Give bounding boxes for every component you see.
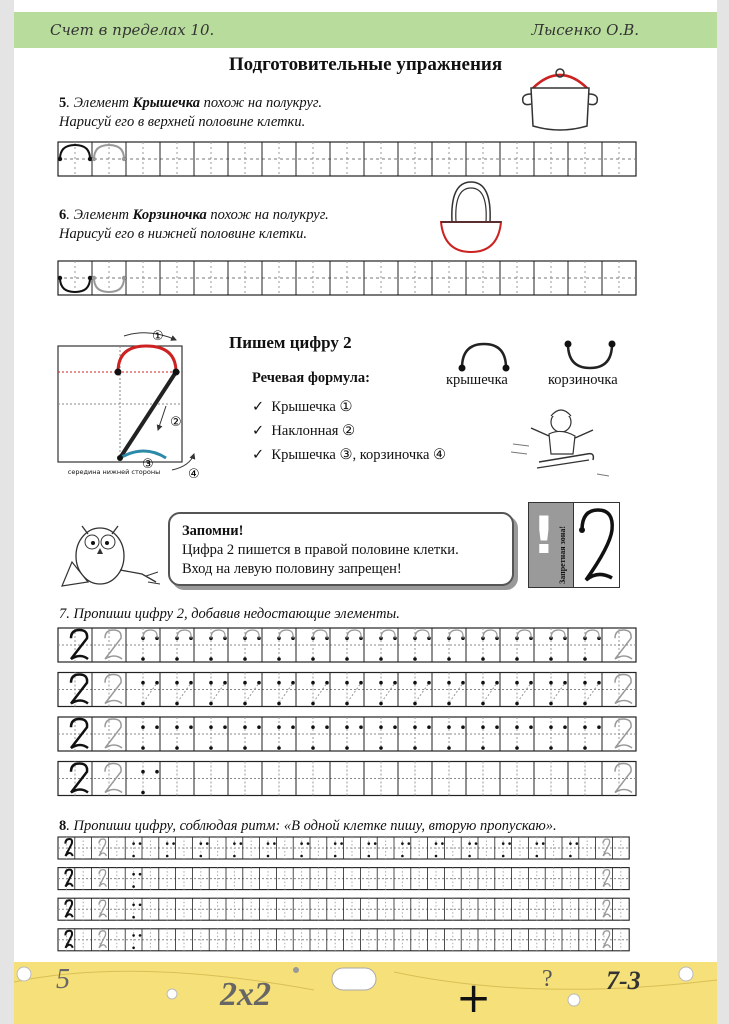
exercise-5-text-a: . Элемент <box>66 95 133 111</box>
digit-2-writing-diagram <box>54 326 204 486</box>
exercise-5-number: 5 <box>59 95 67 111</box>
basket-label: корзиночка <box>548 372 618 388</box>
decorative-footer <box>14 962 717 1024</box>
exercise-6-line2: Нарисуй его в нижней половине клетки. <box>59 226 308 242</box>
basket-illustration <box>438 180 504 256</box>
exercise-5-text-b: похож на полукруг. <box>199 95 323 111</box>
check-icon: ✓ <box>252 423 265 439</box>
exercise-5-text <box>59 94 322 132</box>
digit-section-title: Пишем цифру 2 <box>229 333 352 352</box>
footer-multiplication: 2x2 <box>220 976 271 1013</box>
mark-3: ③ <box>142 457 154 472</box>
remember-line-1: Цифра 2 пишется в правой половине клетки. <box>182 542 459 558</box>
exercise-5-bold: Крышечка <box>132 95 200 111</box>
exercise-6-text-a: . Элемент <box>66 207 133 223</box>
footer-question: ? <box>542 966 553 992</box>
forbidden-zone-label: Запретная зона! <box>558 525 567 584</box>
exercise-8-text <box>59 817 557 836</box>
exercise-5-line2: Нарисуй его в верхней половине клетки. <box>59 114 306 130</box>
owl-illustration <box>58 512 163 592</box>
mark-1: ① <box>152 329 164 344</box>
formula-step-3: Крышечка ③, корзиночка ④ <box>271 447 447 463</box>
formula-step-2: Наклонная ② <box>271 423 356 439</box>
cap-element-icon <box>454 338 514 374</box>
header-right: Лысенко О.В. <box>531 21 639 39</box>
formula-title: Речевая формула: <box>252 370 371 386</box>
exercise-6-number: 6 <box>59 207 67 223</box>
exercise-8-label: . Пропиши цифру, соблюдая ритм: «В одной клетке пишу, вторую пропускаю». <box>66 818 557 834</box>
formula-steps <box>252 395 446 467</box>
footer-subtraction: 7-3 <box>606 966 641 995</box>
plus-icon: + <box>456 973 492 1022</box>
exercise-5-grid <box>57 141 637 177</box>
exercise-6-text <box>59 206 329 244</box>
formula-step <box>252 419 446 443</box>
exercise-7-label: 7. Пропиши цифру 2, добавив недостающие элементы. <box>59 606 400 622</box>
formula-step <box>252 395 446 419</box>
exercise-6-text-b: похож на полукруг. <box>206 207 329 223</box>
exercise-7-grid <box>57 627 637 799</box>
mark-2: ② <box>170 415 182 430</box>
forbidden-zone-cell <box>528 502 622 588</box>
diagram-note: середина нижней стороны <box>67 468 161 476</box>
mark-4: ④ <box>188 467 200 482</box>
exercise-8-number: 8 <box>59 818 67 834</box>
remember-box <box>168 512 514 586</box>
header-left: Счет в пределах 10. <box>50 21 215 39</box>
page-title: Подготовительные упражнения <box>228 54 503 75</box>
formula-step-1: Крышечка ① <box>271 399 353 415</box>
exercise-6-bold: Корзиночка <box>132 207 207 223</box>
footer-number: 5 <box>56 964 70 995</box>
pot-illustration <box>519 66 601 136</box>
exercise-6-grid <box>57 260 637 296</box>
exercise-8-grid <box>57 836 631 958</box>
header-bar <box>14 12 717 48</box>
formula-step <box>252 443 446 467</box>
cap-label: крышечка <box>446 372 508 388</box>
page <box>14 0 717 1024</box>
check-icon: ✓ <box>252 399 265 415</box>
remember-line-2: Вход на левую половину запрещен! <box>182 561 402 577</box>
remember-title: Запомни! <box>182 523 244 539</box>
basket-element-icon <box>560 338 620 374</box>
sledding-boy-illustration <box>509 404 609 484</box>
exclamation-mark: ! <box>532 506 556 566</box>
check-icon: ✓ <box>252 447 265 463</box>
